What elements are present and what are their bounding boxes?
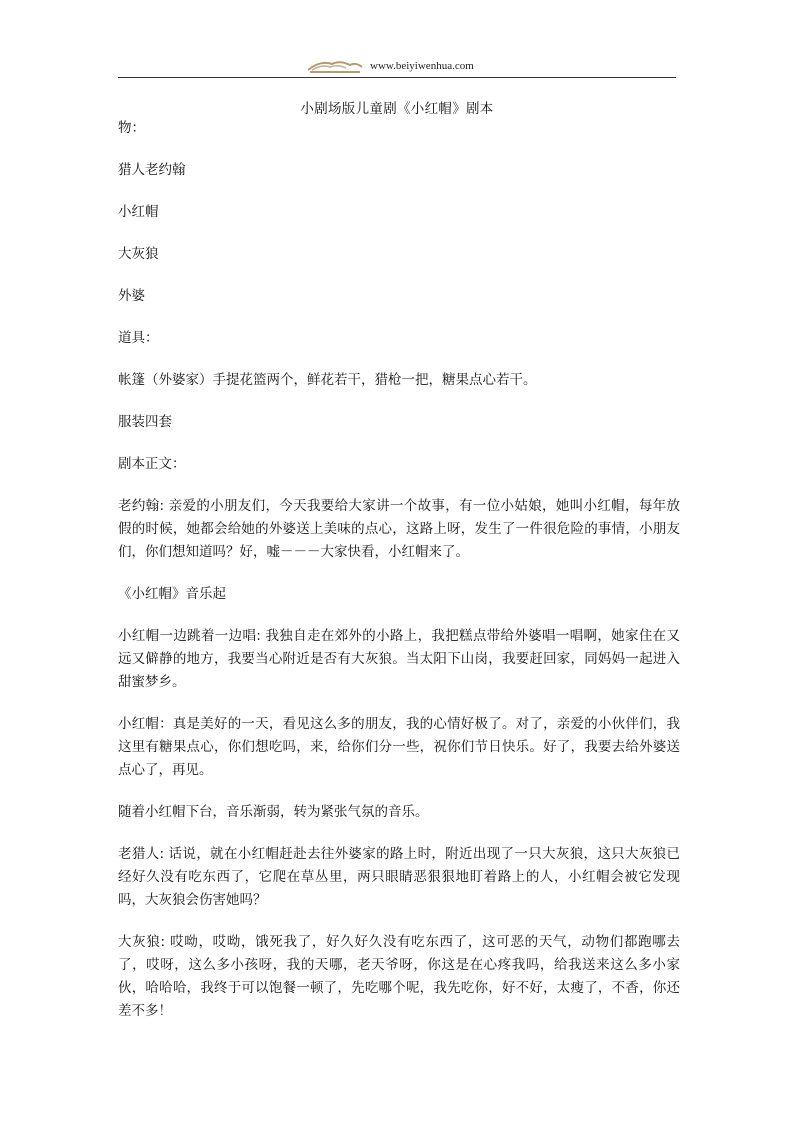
header-rule <box>118 77 676 78</box>
paragraph: 剧本正文： <box>118 456 186 472</box>
paragraph: 小红帽 <box>118 204 159 220</box>
paragraph: 大灰狼 <box>118 246 159 262</box>
paragraph: 小红帽一边跳着一边唱: 我独自走在郊外的小路上，我把糕点带给外婆唱一唱啊，她家住在又远又僻静的地方，我要当心附近是否有大灰狼。当太阳下山岗，我要赶回家，同妈妈一起进入甜蜜梦乡。 <box>118 628 680 690</box>
page-header <box>118 56 676 78</box>
script-body <box>118 117 680 1042</box>
paragraph: 老猎人: 话说，就在小红帽赶赴去往外婆家的路上时，附近出现了一只大灰狼，这只大灰狼已经好久没有吃东西了，它爬在草丛里，两只眼睛恶狠狠地盯着路上的人，小红帽会被它发现吗，大灰狼会伤害她吗？ <box>118 846 680 908</box>
paragraph: 服装四套 <box>118 414 172 430</box>
paragraph: 老约翰: 亲爱的小朋友们，今天我要给大家讲一个故事，有一位小姑娘，她叫小红帽，每年放假的时候，她都会给她的外婆送上美味的点心，这路上呀，发生了一件很危险的事情，小朋友们，你们想知道吗？好，嘘－－－大家快看，小红帽来了。 <box>118 498 680 560</box>
paragraph: 小红帽：真是美好的一天，看见这么多的朋友，我的心情好极了。对了，亲爱的小伙伴们，我这里有糖果点心，你们想吃吗，来，给你们分一些，祝你们节日快乐。好了，我要去给外婆送点心了，再见。 <box>118 716 680 778</box>
paragraph: 帐篷（外婆家）手提花篮两个，鲜花若干，猎枪一把，糖果点心若干。 <box>118 372 537 388</box>
paragraph: 猎人老约翰 <box>118 162 186 178</box>
paragraph: 物： <box>118 120 145 136</box>
beiyi-wenhua-logo-icon <box>306 58 364 74</box>
paragraph: 随着小红帽下台，音乐渐弱，转为紧张气氛的音乐。 <box>118 804 429 820</box>
paragraph: 《小红帽》音乐起 <box>118 586 226 602</box>
document-title: 小剧场版儿童剧《小红帽》剧本 <box>300 101 494 117</box>
header-url: www.beiyiwenhua.com <box>370 60 474 72</box>
paragraph: 道具： <box>118 330 159 346</box>
paragraph: 大灰狼: 哎呦，哎呦，饿死我了，好久好久没有吃东西了，这可恶的天气，动物们都跑哪去了，哎呀，这么多小孩呀，我的天哪，老天爷呀，你这是在心疼我吗，给我送来这么多小家伙，哈哈哈，我终于可以饱餐一顿了，先吃哪个呢，我先吃你，好不好，太瘦了，不香，你还差不多！ <box>118 934 680 1019</box>
paragraph: 外婆 <box>118 288 145 304</box>
